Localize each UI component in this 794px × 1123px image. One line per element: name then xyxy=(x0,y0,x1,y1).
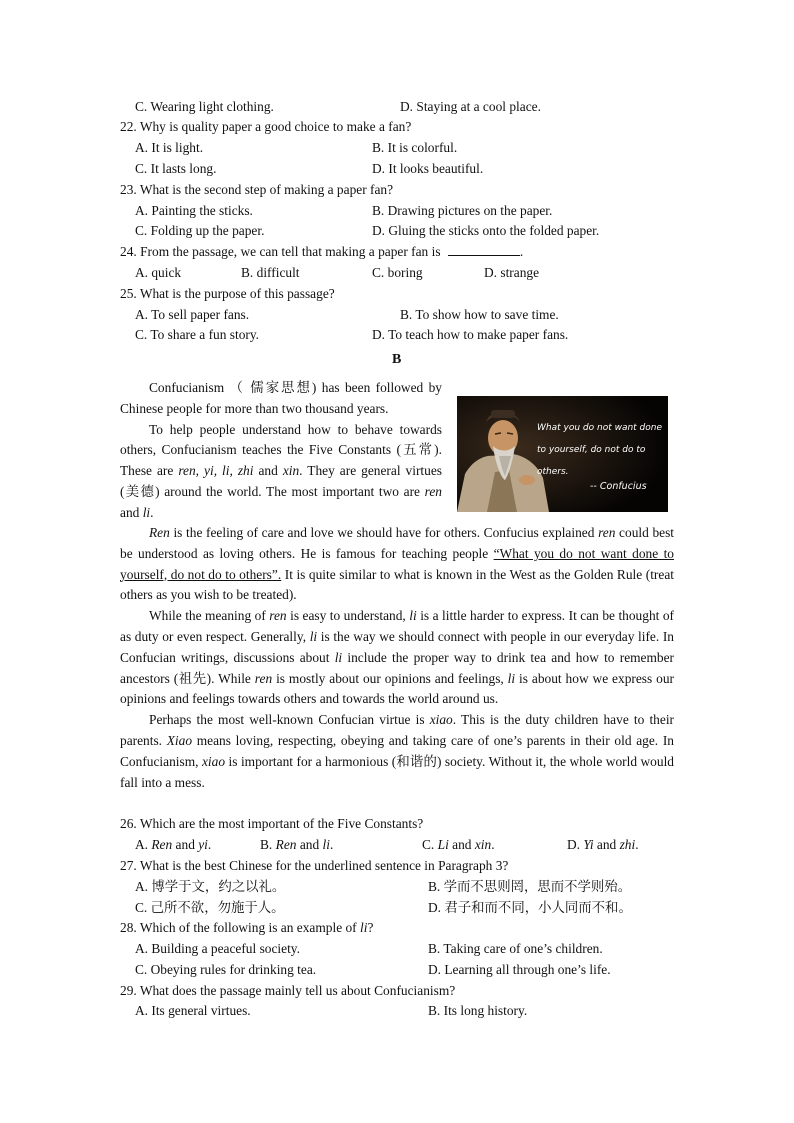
q25-option-d: D. To teach how to make paper fans. xyxy=(372,327,569,342)
passage-paragraph-3: Ren is the feeling of care and love we should have for others. Confucius explained ren could best be understood as loving others. He is famous for teaching people “What you do not want done to yourself, do not do to others”. It is quite similar to what is known in the West as the Golden Rule (treat others as you wish to be treated). xyxy=(120,525,675,603)
q23-option-c: C. Folding up the paper. xyxy=(135,223,265,238)
q26-option-c: C. Li and xin. xyxy=(422,837,495,852)
q25-stem: 25. What is the purpose of this passage? xyxy=(120,286,335,301)
q22-stem: 22. Why is quality paper a good choice to make a fan? xyxy=(120,119,412,134)
passage-full-column xyxy=(120,523,674,793)
q24-option-b: B. difficult xyxy=(241,265,300,280)
passage-paragraph-5: Perhaps the most well-known Confucian virtue is xiao. This is the duty children have to their parents. Xiao means loving, respecting, obeying and taking care of one’s parents in their old age. In Confucianism, xiao is important for a harmonious (和谐的) society. Without it, the whole world would fall into a mess. xyxy=(120,712,675,790)
q22-option-c: C. It lasts long. xyxy=(135,161,217,176)
q25-option-c: C. To share a fun story. xyxy=(135,327,260,342)
q24-option-d: D. strange xyxy=(484,265,540,280)
q28-option-d: D. Learning all through one’s life. xyxy=(428,962,611,977)
q21-option-c: C. Wearing light clothing. xyxy=(135,99,274,114)
q25-option-b: B. To show how to save time. xyxy=(400,307,559,322)
q23-option-b: B. Drawing pictures on the paper. xyxy=(372,203,553,218)
q28-option-c: C. Obeying rules for drinking tea. xyxy=(135,962,317,977)
q24-option-a: A. quick xyxy=(135,265,182,280)
image-quote-text: What you do not want done to yourself, do not do to others. xyxy=(537,423,663,477)
q24-stem: 24. From the passage, we can tell that making a paper fan is . xyxy=(120,244,524,259)
q29-stem: 29. What does the passage mainly tell us about Confucianism? xyxy=(120,983,456,998)
passage-paragraph-4: While the meaning of ren is easy to understand, li is a little harder to express. It can be thought of as duty or even respect. Generally, li is the way we should connect with people in our everyday life. In Confucian writings, discussions about li include the proper way to drink tea and how to remember ancestors (祖先). While ren is mostly about our opinions and feelings, li is about how we express our opinions and feelings towards others and towards the world around us. xyxy=(120,608,675,707)
image-quote-attribution: -- Confucius xyxy=(590,481,647,492)
q24-blank xyxy=(448,243,520,256)
q26-option-a: A. Ren and yi. xyxy=(135,837,212,852)
passage-paragraph-2: To help people understand how to behave towards others, Confucianism teaches the Five Constants (五常). These are ren, yi, li, zhi and xin. They are general virtues (美德) around the world. The most important two are ren and li. xyxy=(120,421,442,520)
underlined-sentence: “What you do not want done to yourself, do not do to others”. xyxy=(120,545,675,582)
q24-stem-text: 24. From the passage, we can tell that making a paper fan is xyxy=(120,244,441,259)
q22-option-b: B. It is colorful. xyxy=(372,140,458,155)
q28-option-b: B. Taking care of one’s children. xyxy=(428,941,603,956)
section-label-b: B xyxy=(392,352,402,367)
passage-left-column xyxy=(120,378,442,524)
q21-option-d: D. Staying at a cool place. xyxy=(400,99,541,114)
q27-stem: 27. What is the best Chinese for the underlined sentence in Paragraph 3? xyxy=(120,858,509,873)
q26-option-b: B. Ren and li. xyxy=(260,837,334,852)
q28-option-a: A. Building a peaceful society. xyxy=(135,941,300,956)
q27-option-d: D. 君子和而不同，小人同而不和。 xyxy=(428,900,632,915)
q25-option-a: A. To sell paper fans. xyxy=(135,307,250,322)
confucius-image xyxy=(457,396,668,512)
q27-option-c: C. 己所不欲，勿施于人。 xyxy=(135,900,285,915)
q24-option-c: C. boring xyxy=(372,265,423,280)
q26-stem: 26. Which are the most important of the Five Constants? xyxy=(120,816,424,831)
q27-option-b: B. 学而不思则罔，思而不学则殆。 xyxy=(428,879,632,894)
passage-paragraph-1: Confucianism （ 儒家思想) has been followed by Chinese people for more than two thousand years. xyxy=(120,380,442,416)
q23-stem: 23. What is the second step of making a paper fan? xyxy=(120,182,394,197)
q26-option-d: D. Yi and zhi. xyxy=(567,837,639,852)
q22-option-d: D. It looks beautiful. xyxy=(372,161,484,176)
q23-option-d: D. Gluing the sticks onto the folded paper. xyxy=(372,223,600,238)
q23-option-a: A. Painting the sticks. xyxy=(135,203,253,218)
q29-option-a: A. Its general virtues. xyxy=(135,1003,251,1018)
q29-option-b: B. Its long history. xyxy=(428,1003,528,1018)
q27-option-a: A. 博学于文，约之以礼。 xyxy=(135,879,286,894)
q28-stem: 28. Which of the following is an example of li? xyxy=(120,920,374,935)
q22-option-a: A. It is light. xyxy=(135,140,204,155)
